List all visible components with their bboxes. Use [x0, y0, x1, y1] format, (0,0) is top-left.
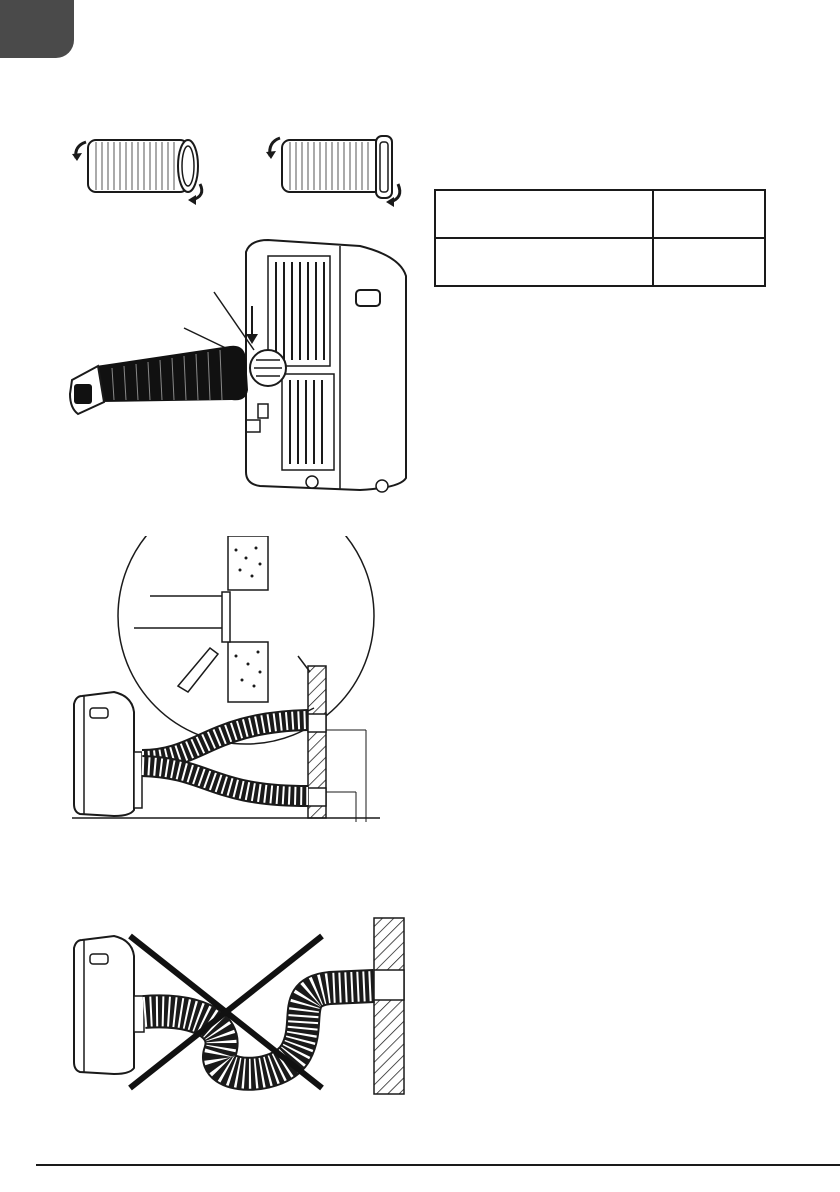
- table-row: [435, 238, 765, 286]
- flexible-hose-with-window-adapter-icon: [258, 128, 418, 208]
- table-cell: [435, 238, 653, 286]
- wall-duct-installation-icon: [60, 536, 410, 826]
- specification-table: [434, 189, 766, 287]
- table-cell: [653, 190, 765, 238]
- footer-rule: [36, 1164, 840, 1166]
- incorrect-hose-installation-icon: [60, 912, 410, 1098]
- air-conditioner-hose-connection-icon: [60, 232, 410, 496]
- table-cell: [653, 238, 765, 286]
- table-cell: [435, 190, 653, 238]
- flexible-hose-rotate-icon: [60, 128, 220, 208]
- section-tab: [0, 0, 74, 58]
- table-row: [435, 190, 765, 238]
